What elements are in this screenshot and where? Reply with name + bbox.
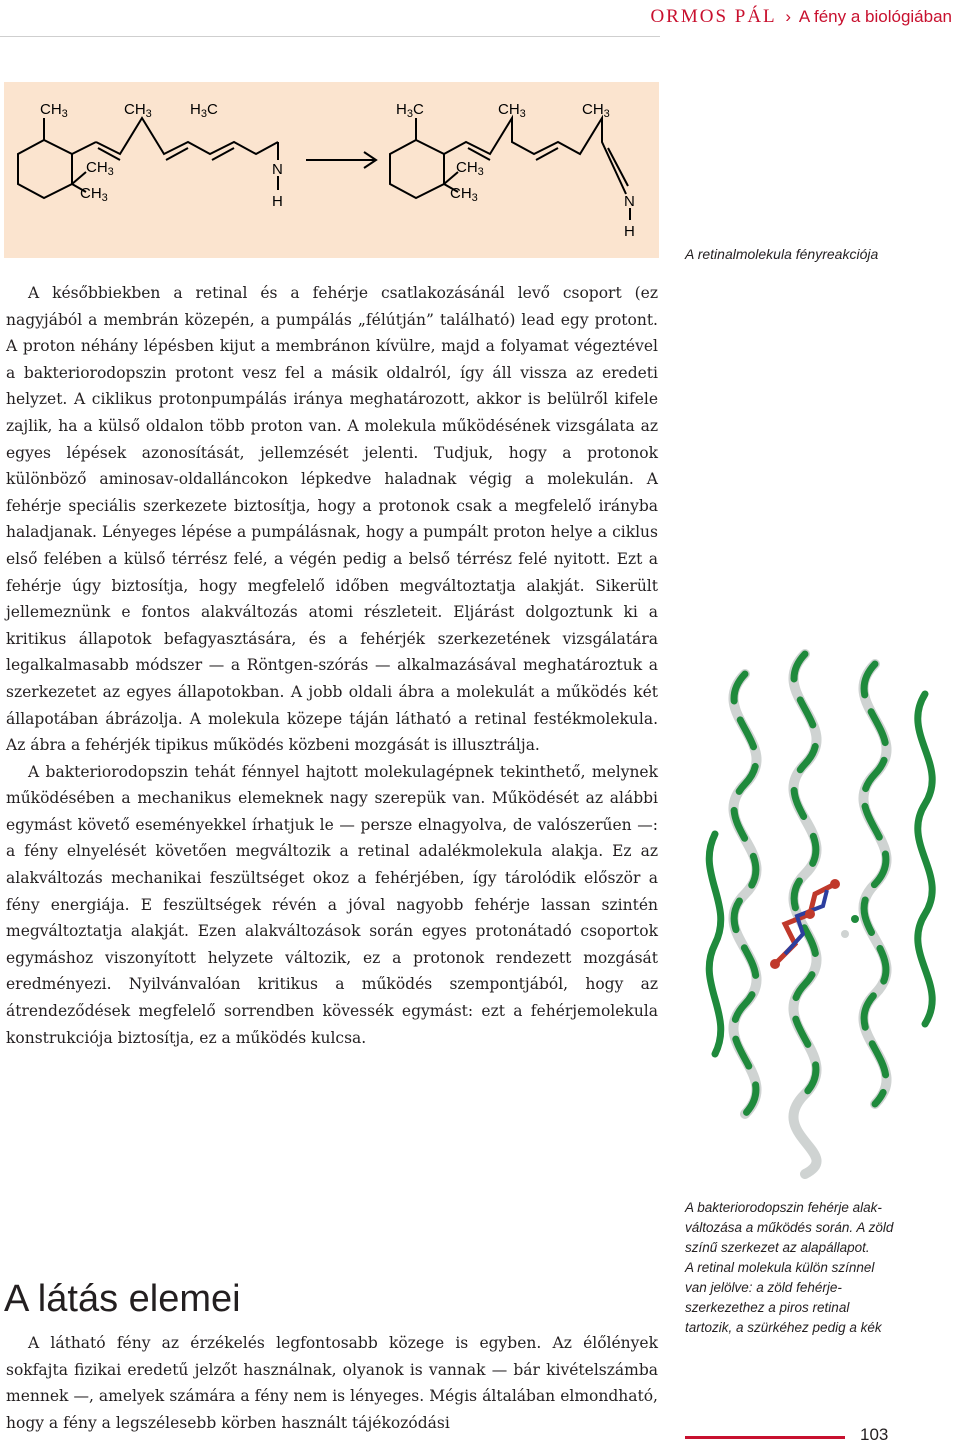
- label-h-left: H: [272, 193, 283, 210]
- label-ch3-left-4: $CH_3$: [80, 185, 108, 204]
- right-double-2: [536, 148, 558, 160]
- protein-caption-line-7: tartozik, a szürkéhez pedig a kék: [685, 1320, 882, 1335]
- protein-caption-line-4: A retinal molekula külön színnel: [685, 1260, 875, 1275]
- right-double-3: [608, 148, 628, 186]
- label-ch3-right-1: $CH_3$: [498, 101, 526, 120]
- retinal-atom-3: [830, 879, 840, 889]
- label-ch3-right-3: $CH_3$: [456, 159, 484, 178]
- label-ch3-left-3: $CH_3$: [86, 159, 114, 178]
- retinal-atom-1: [770, 959, 780, 969]
- label-h-right: H: [624, 223, 635, 240]
- section-heading: A látás elemei: [4, 1277, 241, 1320]
- running-header: [650, 6, 952, 28]
- retinal-structure-svg: [4, 82, 659, 258]
- header-separator: ›: [785, 7, 792, 26]
- label-ch3-left-2: $CH_3$: [124, 101, 152, 120]
- section-body-text: [6, 1330, 658, 1436]
- page-number: 103: [860, 1425, 889, 1444]
- header-author: ORMOS PÁL: [650, 6, 777, 27]
- retinal-atom-2: [805, 909, 815, 919]
- helix-green-4: [918, 694, 932, 1024]
- header-rule: [0, 36, 660, 37]
- paragraph-2: A bakteriorodopszin tehát fénnyel hajtott molekulagépnek tekinthető, melynek működésében a mechanikus elemeknek nagy szerepük van. Működését az alábbi egymást követő eseményekkel írhatjuk le — persze elnagyolva, de valószerűen —: a fény elnyelését követően megváltozik a retinal adalékmolekula alakja. Ez az alakváltozás mechanikai feszültséget okoz a fehérjében, így tárolódik először a fény energiája. E feszültségek révén a jóval nagyobb fehérje lassan szintén megváltoztatja alakját. Ezen alakváltozások során egyes protonátadó csoportok egymáshoz viszonyított helyzete változik, ez a protonok rendezett mozgását eredményezi. Nyilvánvalóan kritikus a működés szempontjából, hogy az átrendeződések megfelelő sorrendben kövessék egymást: ezt a fehérjemolekula konstrukciója biztosítja, ez a működés kulcsa.: [6, 762, 658, 1047]
- sidechain-atom-2: [851, 915, 859, 923]
- left-ch3-bond-2: [72, 172, 86, 184]
- label-h3c-right: $H_3C$: [396, 101, 424, 120]
- right-ring: [390, 140, 444, 198]
- paragraph-1: A későbbiekben a retinal és a fehérje csatlakozásánál levő csoport (ez nagyjából a membrán közepén, a pumpálás „félútján” található) lead egy protont. A proton néhány lépésben kijut a membránon kívülre, majd a folyamat végeztével a bakteriorodopszin protont vesz fel a másik oldalról, így áll vissza az eredeti helyzet. A ciklikus protonpumpálás iránya meghatározott, akkor is belülről kifele zajlik, ha a külső oldalon több proton van. A molekula működésének vizsgálata az egyes lépések azonosítását, jellemzését jelenti. Tudjuk, hogy a protonok különböző aminosav-oldalláncokon lépkedve haladnak végig a molekulán. A fehérje speciális szerkezete biztosítja, hogy a protonok csak a megfelelő irányba haladjanak. Lényeges lépése a pumpálásnak, hogy a pumpált proton helye a ciklus első felében a külső térrész felé, a végén pedig a belső térrész felé nyitott. Ezt a fehérje úgy biztosítja, hogy megfelelő időben megváltoztatja alakját. Sikerült jellemeznünk e fontos alakváltozás atomi részleteit. Eljárást dolgoztunk ki a kritikus állapotok befagyasztására, és a fehérjék szerkezetének vizsgálatára legalkalmasabb módszer — a Röntgen-szórás — alkalmazásával meghatároztuk a szerkezetet az egyes állapotokban. A jobb oldali ábra a molekulát a működés két állapotában ábrázolja. A molekula közepe táján látható a retinal festékmolekula. Az ábra a fehérjék tipikus működés közbeni mozgását is illusztrálja.: [6, 284, 658, 755]
- header-title: A fény a biológiában: [798, 7, 952, 26]
- left-double-2: [166, 148, 188, 160]
- protein-caption: [685, 1198, 955, 1338]
- protein-caption-line-2: változása a működés során. A zöld: [685, 1220, 894, 1235]
- label-n-right: N: [624, 193, 635, 210]
- helix-green-5: [709, 834, 721, 1054]
- page-number-bar: [685, 1436, 845, 1439]
- sidechain-atom-1: [841, 930, 849, 938]
- label-n-left: N: [272, 161, 283, 178]
- right-chain: [444, 118, 626, 194]
- retinal-caption: A retinalmolekula fényreakciója: [685, 246, 879, 262]
- protein-ribbon-svg: [685, 634, 950, 1182]
- protein-caption-line-5: van jelölve: a zöld fehérje-: [685, 1280, 842, 1295]
- protein-caption-line-6: szerkezethez a piros retinal: [685, 1300, 850, 1315]
- label-h3c-left: $H_3C$: [190, 101, 218, 120]
- retinal-reaction-diagram: [4, 82, 659, 258]
- left-ring: [18, 140, 72, 198]
- protein-caption-line-3: színű szerkezet az alapállapot.: [685, 1240, 870, 1255]
- bacteriorhodopsin-figure: [685, 634, 950, 1182]
- section-paragraph: A látható fény az érzékelés legfontosabb közege is egyben. Az élőlények sokfajta fizikai eredetű jelzőt használnak, olyanok is vannak — bár kivételszámba mennek —, amelyek számára a fény nem is lényeges. Mégis általában elmondható, hogy a fény a legszélesebb körben használt tájékozódási: [6, 1334, 658, 1432]
- label-ch3-left-1: $CH_3$: [40, 101, 68, 120]
- label-ch3-right-2: $CH_3$: [582, 101, 610, 120]
- left-chain-bond: [72, 142, 96, 154]
- label-ch3-right-4: $CH_3$: [450, 185, 478, 204]
- main-body-text: [6, 280, 658, 1051]
- protein-caption-line-1: A bakteriorodopszin fehérje alak-: [685, 1200, 882, 1215]
- left-double-3: [212, 148, 234, 160]
